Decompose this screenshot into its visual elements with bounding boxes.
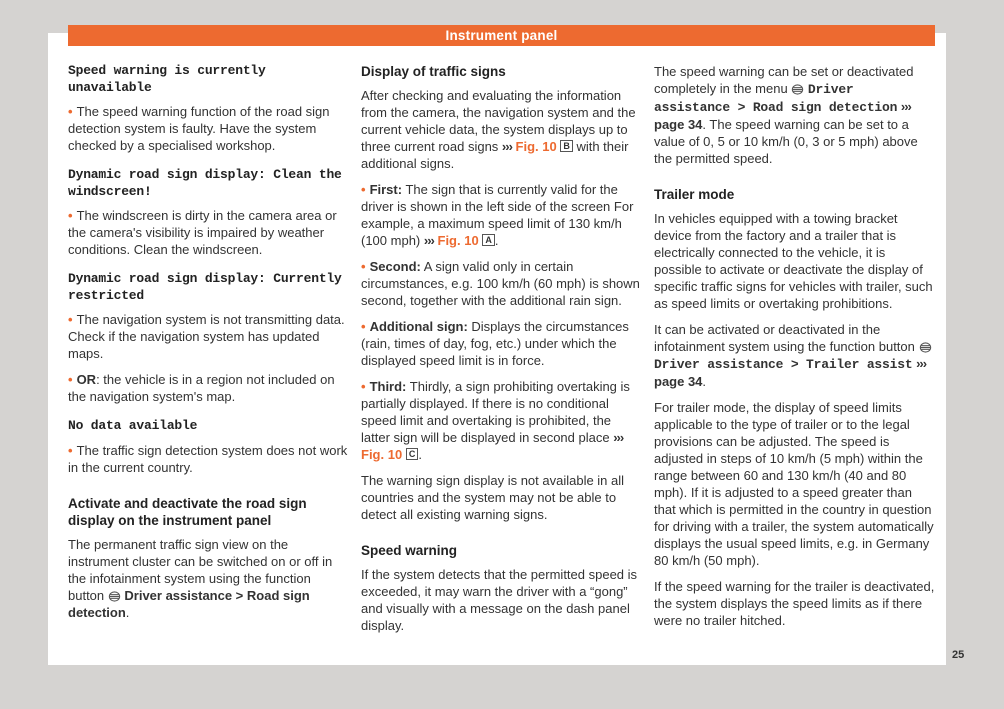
paragraph <box>361 87 643 172</box>
bullet-paragraph <box>68 103 350 154</box>
text-run: Second: <box>369 259 421 274</box>
text-run: The sign that is currently valid for the driver is shown in the left side of the screen For example, a maximum speed limit of 130 km/h (100 mph) <box>361 182 634 248</box>
bullet-paragraph <box>68 442 350 476</box>
paragraph <box>654 63 936 167</box>
text-run: Fig. 10 <box>361 447 403 462</box>
text-run: The warning sign display is not available in all countries and the system may not be able to detect all existing warning signs. <box>361 473 625 522</box>
column-middle <box>361 63 643 643</box>
section-heading: Speed warning <box>361 543 458 558</box>
text-run: In vehicles equipped with a towing bracket device from the factory and a trailer that is electrically connected to the vehicle, it is possible to activate or deactivate the display of specific traffic signs for vehicles with trailer, such as speed limits or overtaking prohibitions. <box>654 211 933 311</box>
text-run: The traffic sign detection system does not work in the current country. <box>68 442 348 475</box>
bullet-icon: • <box>361 182 366 197</box>
bullet-icon: • <box>361 379 366 394</box>
text-run: page 34 <box>654 374 703 389</box>
text-run: The permanent traffic sign view on the instrument cluster can be switched on or off in the infotainment system using the function button <box>68 536 333 603</box>
text-run: ››› <box>916 356 927 371</box>
paragraph <box>654 399 936 569</box>
text-run: Driver assistance > Road sign detection <box>68 587 310 620</box>
page-number: 25 <box>952 649 965 661</box>
infotainment-button-icon <box>919 339 932 354</box>
text-run: Fig. 10 <box>437 233 479 248</box>
text-run: ››› <box>423 233 434 248</box>
figure-key-badge: A <box>482 234 495 246</box>
bullet-icon: • <box>68 208 73 223</box>
text-run: . <box>494 233 499 248</box>
text-run: Third: <box>369 379 407 394</box>
text-run: : the vehicle is in a region not included on the navigation system's map. <box>68 372 335 404</box>
text-run: The navigation system is not transmitting data. Check if the navigation system has updated maps. <box>68 312 345 361</box>
manual-page <box>48 28 946 665</box>
text-run: . <box>418 447 422 462</box>
section-heading: Activate and deactivate the road sign display on the instrument panel <box>68 495 307 528</box>
bullet-paragraph <box>361 181 643 249</box>
text-run: Additional sign: <box>369 319 468 334</box>
bullet-icon: • <box>361 319 366 334</box>
column-right <box>654 63 936 643</box>
section-heading: No data available <box>68 418 198 433</box>
bullet-icon: • <box>68 104 73 119</box>
bullet-paragraph <box>361 258 643 309</box>
bullet-icon: • <box>68 372 73 387</box>
paragraph <box>361 472 643 523</box>
bullet-icon: • <box>68 442 73 458</box>
text-run: If the speed warning for the trailer is deactivated, the system displays the speed limits as if there were no trailer hitched. <box>654 579 935 628</box>
text-run: The speed warning can be set or deactivated completely in the menu <box>654 64 914 96</box>
infotainment-button-icon <box>108 588 121 603</box>
section-heading: Dynamic road sign display: Currently restricted <box>68 271 342 303</box>
text-run: ››› <box>900 99 911 114</box>
text-run: ››› <box>501 139 512 154</box>
text-run: page 34 <box>654 117 703 132</box>
bullet-paragraph <box>68 207 350 258</box>
bullet-paragraph <box>68 311 350 362</box>
page-header <box>68 25 935 46</box>
text-run: Fig. 10 <box>515 139 557 154</box>
section-heading: Trailer mode <box>654 187 735 202</box>
bullet-paragraph <box>361 318 643 369</box>
figure-key-badge: B <box>560 140 573 152</box>
text-run: For trailer mode, the display of speed limits applicable to the type of trailer or to the legal provisions can be adjusted. The speed is adjusted in steps of 10 km/h (5 mph) within the range between 60 and 130 km/h (40 and 80 mph). If it is adjusted to a speed greater than that which is permitted in the country in question for driving with a trailer, the system automatically displays the usual speed limits, e.g. in Germany 80 km/h (50 mph). <box>654 400 934 568</box>
section-heading: Speed warning is currently unavailable <box>68 63 266 95</box>
text-run: A sign valid only in certain circumstances, e.g. 100 km/h (60 mph) is shown second, together with the additional rain sign. <box>361 259 640 308</box>
text-run: . <box>702 374 707 389</box>
text-run: If the system detects that the permitted speed is exceeded, it may warn the driver with a “gong” and visually with a message on the dash panel display. <box>361 567 638 633</box>
bullet-icon: • <box>68 312 73 327</box>
text-run: . The speed warning can be set to a value of 0, 5 or 10 km/h (0, 3 or 5 mph) above the permitted speed. <box>654 117 918 166</box>
text-run: First: <box>369 182 403 197</box>
section-heading: Dynamic road sign display: Clean the windscreen! <box>68 167 342 199</box>
figure-key-badge: C <box>406 448 419 460</box>
text-run: ››› <box>613 430 624 445</box>
section-heading: Display of traffic signs <box>361 64 506 79</box>
paragraph <box>68 536 350 621</box>
bullet-paragraph <box>361 378 643 463</box>
text-run: with their additional signs. <box>361 139 629 171</box>
text-run: Thirdly, a sign prohibiting overtaking is partially displayed. If there is no conditional speed limit and overtaking is prohibited, the latter sign will be displayed in second place <box>361 379 630 445</box>
bullet-icon: • <box>361 259 366 274</box>
infotainment-button-icon <box>791 81 804 96</box>
content-columns <box>68 63 935 643</box>
text-run: It can be activated or deactivated in the infotainment system using the function button <box>654 322 919 354</box>
paragraph <box>654 321 936 390</box>
paragraph <box>361 566 643 634</box>
paragraph <box>654 578 936 629</box>
text-run: . <box>125 604 130 620</box>
text-run: Displays the circumstances (rain, times of day, fog, etc.) under which the displayed speed limit is in force. <box>361 319 629 368</box>
page-title: Instrument panel <box>445 28 558 43</box>
text-run: The speed warning function of the road sign detection system is faulty. Have the system checked by a specialised workshop. <box>68 104 330 153</box>
text-run: The windscreen is dirty in the camera area or the camera's visibility is impaired by weather conditions. Clean the windscreen. <box>68 208 337 257</box>
text-run: OR <box>76 372 97 387</box>
text-run: Driver assistance > Trailer assist <box>654 357 913 372</box>
column-left <box>68 63 350 643</box>
text-run: After checking and evaluating the information from the camera, the navigation system and the current vehicle data, the system displays up to three current road signs <box>361 88 636 154</box>
bullet-paragraph <box>68 371 350 405</box>
text-run: Driver assistance > Road sign detection <box>654 82 898 115</box>
paragraph <box>654 210 936 312</box>
